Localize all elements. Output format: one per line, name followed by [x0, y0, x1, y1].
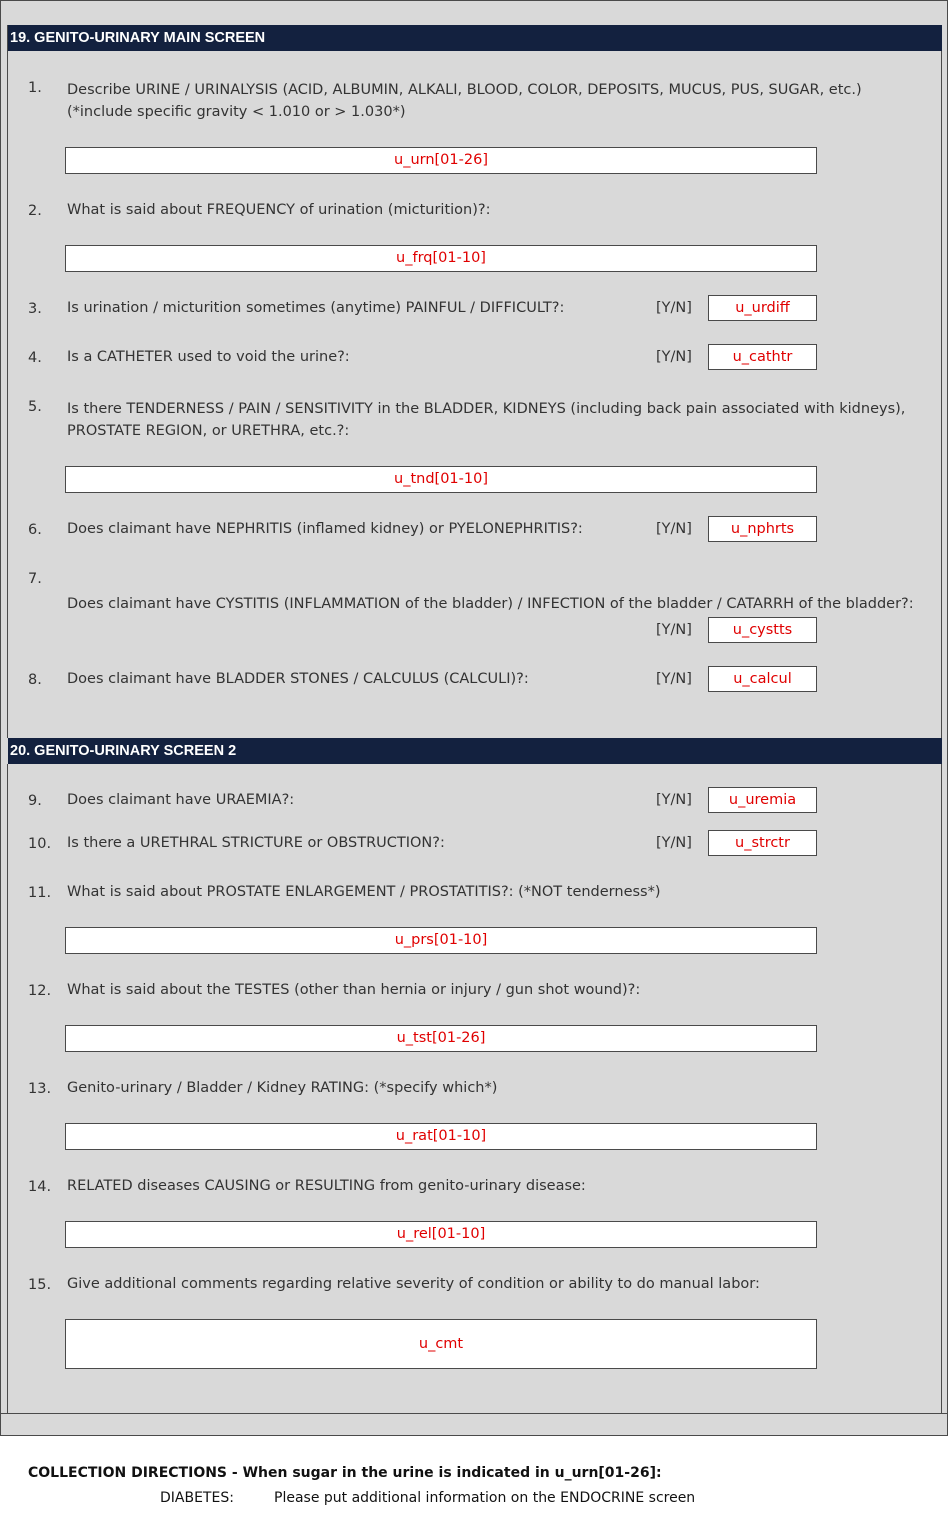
question-text: Does claimant have NEPHRITIS (inflamed kidney) or PYELONEPHRITIS?: [67, 521, 583, 537]
question-number: 9. [28, 793, 42, 809]
yn-label: [Y/N] [656, 521, 692, 537]
question-number: 2. [28, 203, 42, 219]
divider [1, 1413, 947, 1414]
question-number: 13. [28, 1081, 52, 1097]
question-number: 4. [28, 350, 42, 366]
section-header-20: 20. GENITO-URINARY SCREEN 2 [8, 738, 942, 764]
question-text: Genito-urinary / Bladder / Kidney RATING: (*specify which*) [67, 1080, 498, 1096]
question-text: RELATED diseases CAUSING or RESULTING from genito-urinary disease: [67, 1178, 586, 1194]
question-text: Does claimant have URAEMIA?: [67, 792, 295, 808]
question-text: Give additional comments regarding relative severity of condition or ability to do manual labor: [67, 1276, 760, 1292]
frequency-field[interactable]: u_frq[01-10] [65, 245, 817, 272]
question-number: 8. [28, 672, 42, 688]
nephritis-field[interactable]: u_nphrts [708, 516, 817, 542]
question-number: 3. [28, 301, 42, 317]
question-text: Does claimant have BLADDER STONES / CALCULUS (CALCULI)?: [67, 671, 529, 687]
yn-label: [Y/N] [656, 622, 692, 638]
question-text-line2: PROSTATE REGION, or URETHRA, etc.?: [67, 423, 350, 439]
testes-field[interactable]: u_tst[01-26] [65, 1025, 817, 1052]
question-number: 5. [28, 399, 42, 415]
prostate-field[interactable]: u_prs[01-10] [65, 927, 817, 954]
comments-field[interactable]: u_cmt [65, 1319, 817, 1369]
directions-label: DIABETES: [160, 1490, 234, 1506]
question-number: 10. [28, 836, 52, 852]
question-number: 1. [28, 80, 42, 96]
yn-label: [Y/N] [656, 792, 692, 808]
question-number: 7. [28, 571, 42, 587]
question-text: Is a CATHETER used to void the urine?: [67, 349, 350, 365]
yn-label: [Y/N] [656, 300, 692, 316]
question-number: 12. [28, 983, 52, 999]
question-text: Is there TENDERNESS / PAIN / SENSITIVITY in the BLADDER, KIDNEYS (including back pain associated with kidneys), [67, 401, 906, 417]
yn-label: [Y/N] [656, 835, 692, 851]
question-text: What is said about the TESTES (other than hernia or injury / gun shot wound)?: [67, 982, 641, 998]
question-text: Does claimant have CYSTITIS (INFLAMMATION of the bladder) / INFECTION of the bladder / CATARRH of the bladder?: [67, 596, 914, 612]
stricture-field[interactable]: u_strctr [708, 830, 817, 856]
calculus-field[interactable]: u_calcul [708, 666, 817, 692]
question-text: What is said about FREQUENCY of urination (micturition)?: [67, 202, 491, 218]
urinalysis-field[interactable]: u_urn[01-26] [65, 147, 817, 174]
question-number: 15. [28, 1277, 52, 1293]
question-text: Describe URINE / URINALYSIS (ACID, ALBUMIN, ALKALI, BLOOD, COLOR, DEPOSITS, MUCUS, PUS, SUGAR, etc.) [67, 82, 862, 98]
yn-label: [Y/N] [656, 349, 692, 365]
question-text: Is there a URETHRAL STRICTURE or OBSTRUCTION?: [67, 835, 445, 851]
urdiff-field[interactable]: u_urdiff [708, 295, 817, 321]
question-number: 11. [28, 885, 52, 901]
rating-field[interactable]: u_rat[01-10] [65, 1123, 817, 1150]
tenderness-field[interactable]: u_tnd[01-10] [65, 466, 817, 493]
question-text: What is said about PROSTATE ENLARGEMENT / PROSTATITIS?: (*NOT tenderness*) [67, 884, 661, 900]
related-diseases-field[interactable]: u_rel[01-10] [65, 1221, 817, 1248]
uraemia-field[interactable]: u_uremia [708, 787, 817, 813]
question-text: Is urination / micturition sometimes (anytime) PAINFUL / DIFFICULT?: [67, 300, 565, 316]
collection-directions: COLLECTION DIRECTIONS - When sugar in the urine is indicated in u_urn[01-26]: [28, 1465, 662, 1481]
cystitis-field[interactable]: u_cystts [708, 617, 817, 643]
yn-label: [Y/N] [656, 671, 692, 687]
catheter-field[interactable]: u_cathtr [708, 344, 817, 370]
section-header-19: 19. GENITO-URINARY MAIN SCREEN [8, 25, 942, 51]
question-text-line2: (*include specific gravity < 1.010 or > 1.030*) [67, 104, 406, 120]
question-number: 6. [28, 522, 42, 538]
question-number: 14. [28, 1179, 52, 1195]
directions-text: Please put additional information on the ENDOCRINE screen [274, 1490, 696, 1506]
